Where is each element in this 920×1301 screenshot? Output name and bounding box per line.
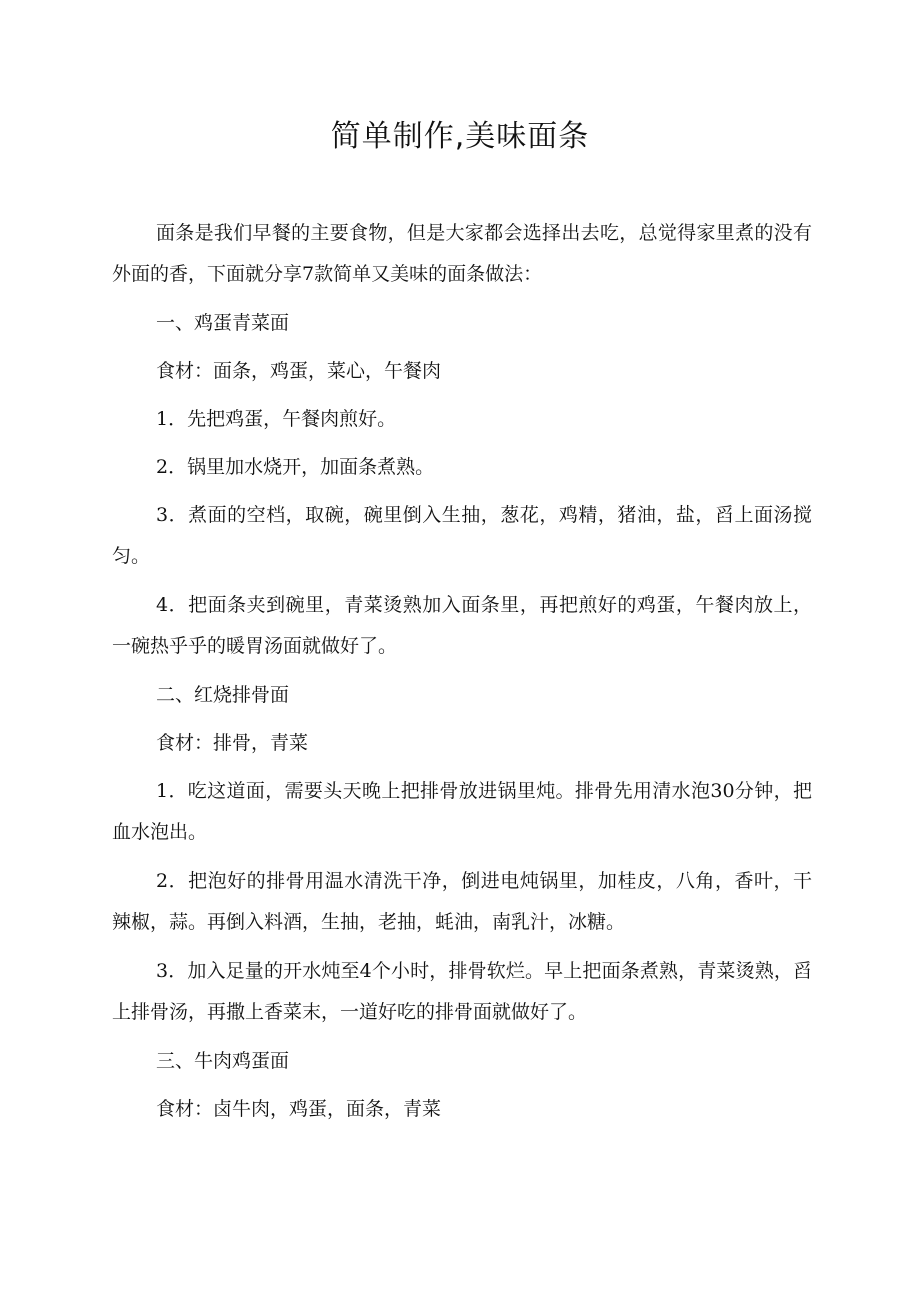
document-title: 简单制作,美味面条 xyxy=(330,119,590,154)
ingredients-line: 食材：排骨，青菜 xyxy=(156,732,309,754)
ingredients-line: 食材：卤牛肉，鸡蛋，面条，青菜 xyxy=(156,1098,442,1120)
step-paragraph: 3．煮面的空档，取碗，碗里倒入生抽，葱花，鸡精，猪油，盐，舀上面汤搅匀。 xyxy=(112,504,812,567)
document-body xyxy=(112,213,812,1137)
section-heading: 二、红烧排骨面 xyxy=(156,684,290,706)
intro-paragraph: 面条是我们早餐的主要食物，但是大家都会选择出去吃，总觉得家里煮的没有外面的香，下面就分享7款简单又美味的面条做法： xyxy=(112,222,812,285)
step-paragraph: 1．先把鸡蛋，午餐肉煎好。 xyxy=(156,408,397,430)
step-paragraph: 2．把泡好的排骨用温水清洗干净，倒进电炖锅里，加桂皮，八角，香叶，干辣椒，蒜。再倒入料酒，生抽，老抽，蚝油，南乳汁，冰糖。 xyxy=(112,870,812,933)
section-heading: 三、牛肉鸡蛋面 xyxy=(156,1050,290,1072)
step-paragraph: 1．吃这道面，需要头天晚上把排骨放进锅里炖。排骨先用清水泡30分钟，把血水泡出。 xyxy=(112,780,812,843)
section-heading: 一、鸡蛋青菜面 xyxy=(156,312,290,334)
step-paragraph: 3．加入足量的开水炖至4个小时，排骨软烂。早上把面条煮熟，青菜烫熟，舀上排骨汤，再撒上香菜末，一道好吃的排骨面就做好了。 xyxy=(112,960,812,1023)
step-paragraph: 4．把面条夹到碗里，青菜烫熟加入面条里，再把煎好的鸡蛋，午餐肉放上，一碗热乎乎的暖胃汤面就做好了。 xyxy=(112,594,812,657)
step-paragraph: 2．锅里加水烧开，加面条煮熟。 xyxy=(156,456,435,478)
ingredients-line: 食材：面条，鸡蛋，菜心，午餐肉 xyxy=(156,360,442,382)
